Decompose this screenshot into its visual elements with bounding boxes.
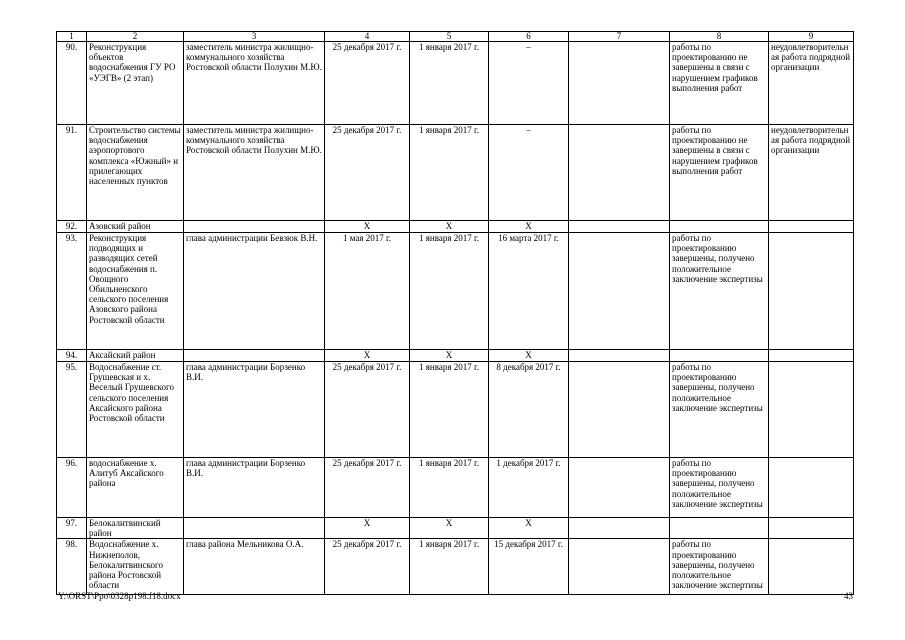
column-number: 3: [184, 32, 325, 42]
row-number: 90.: [57, 42, 87, 125]
row-number: 98.: [57, 539, 87, 595]
status-text: работы по проектированию завершены, получено положительное заключение экспертизы: [670, 458, 769, 518]
notes: [569, 125, 670, 221]
responsible-person: глава администрации Борзенко В.И.: [184, 362, 325, 458]
planned-date: 25 декабря 2017 г.: [325, 539, 410, 595]
row-number: 96.: [57, 458, 87, 518]
object-name: Аксайский район: [87, 350, 184, 362]
column-number: 1: [57, 32, 87, 42]
actual-date: Х: [489, 350, 569, 362]
status-text: [670, 350, 769, 362]
column-number: 7: [569, 32, 670, 42]
row-number: 95.: [57, 362, 87, 458]
row-number: 93.: [57, 233, 87, 350]
column-number-row: [57, 32, 854, 42]
responsible-person: заместитель министра жилищно-коммунального хозяйства Ростовской области Полухин М.Ю.: [184, 42, 325, 125]
reason-text: неудовлетворительная работа подрядной организации: [769, 42, 854, 125]
start-date: 1 января 2017 г.: [410, 233, 489, 350]
notes: [569, 518, 670, 539]
actual-date: 15 декабря 2017 г.: [489, 539, 569, 595]
actual-date: Х: [489, 518, 569, 539]
status-text: работы по проектированию не завершены в связи с нарушением графиков выполнения работ: [670, 125, 769, 221]
object-name: Строительство системы водоснабжения аэропортового комплекса «Южный» и прилегающих населенных пунктов: [87, 125, 184, 221]
reason-text: [769, 350, 854, 362]
start-date: Х: [410, 518, 489, 539]
actual-date: –: [489, 125, 569, 221]
object-name: Реконструкция объектов водоснабжения ГУ РО «УЭГВ» (2 этап): [87, 42, 184, 125]
actual-date: 8 декабря 2017 г.: [489, 362, 569, 458]
column-number: 9: [769, 32, 854, 42]
responsible-person: глава администрации Бевзюк В.Н.: [184, 233, 325, 350]
table-row: [57, 458, 854, 518]
object-name: Реконструкция подводящих и разводящих сетей водоснабжения п. Овощного Обильненского сельского поселения Азовского района Ростовской области: [87, 233, 184, 350]
status-text: работы по проектированию не завершены в связи с нарушением графиков выполнения работ: [670, 42, 769, 125]
planned-date: Х: [325, 221, 410, 233]
start-date: Х: [410, 221, 489, 233]
report-table: [56, 31, 854, 595]
planned-date: 25 декабря 2017 г.: [325, 458, 410, 518]
notes: [569, 221, 670, 233]
start-date: 1 января 2017 г.: [410, 539, 489, 595]
column-number: 5: [410, 32, 489, 42]
row-number: 97.: [57, 518, 87, 539]
start-date: 1 января 2017 г.: [410, 125, 489, 221]
notes: [569, 350, 670, 362]
responsible-person: глава администрации Борзенко В.И.: [184, 458, 325, 518]
actual-date: 1 декабря 2017 г.: [489, 458, 569, 518]
row-number: 91.: [57, 125, 87, 221]
column-number: 8: [670, 32, 769, 42]
notes: [569, 458, 670, 518]
responsible-person: заместитель министра жилищно-коммунального хозяйства Ростовской области Полухин М.Ю.: [184, 125, 325, 221]
table-row: [57, 362, 854, 458]
file-path: Y:\ORST\Ppo\0328p198.f18.docx: [58, 591, 181, 601]
status-text: работы по проектированию завершены, получено положительное заключение экспертизы: [670, 539, 769, 595]
row-number: 94.: [57, 350, 87, 362]
reason-text: [769, 233, 854, 350]
reason-text: [769, 362, 854, 458]
page-number: 43: [844, 591, 853, 601]
start-date: 1 января 2017 г.: [410, 42, 489, 125]
object-name: Водоснабжение х. Нижнеполов, Белокалитвинского района Ростовской области: [87, 539, 184, 595]
start-date: Х: [410, 350, 489, 362]
planned-date: 25 декабря 2017 г.: [325, 42, 410, 125]
reason-text: [769, 518, 854, 539]
table-row: [57, 539, 854, 595]
notes: [569, 42, 670, 125]
table-row: [57, 125, 854, 221]
planned-date: 25 декабря 2017 г.: [325, 125, 410, 221]
table-row: [57, 221, 854, 233]
notes: [569, 233, 670, 350]
actual-date: 16 марта 2017 г.: [489, 233, 569, 350]
status-text: [670, 221, 769, 233]
table-row: [57, 233, 854, 350]
notes: [569, 362, 670, 458]
start-date: 1 января 2017 г.: [410, 362, 489, 458]
object-name: Азовский район: [87, 221, 184, 233]
actual-date: Х: [489, 221, 569, 233]
responsible-person: [184, 518, 325, 539]
table-row: [57, 350, 854, 362]
status-text: [670, 518, 769, 539]
responsible-person: [184, 221, 325, 233]
reason-text: [769, 539, 854, 595]
reason-text: [769, 221, 854, 233]
object-name: Белокалитвинский район: [87, 518, 184, 539]
status-text: работы по проектированию завершены, получено положительное заключение экспертизы: [670, 362, 769, 458]
object-name: водоснабжение х. Алитуб Аксайского района: [87, 458, 184, 518]
responsible-person: [184, 350, 325, 362]
notes: [569, 539, 670, 595]
row-number: 92.: [57, 221, 87, 233]
planned-date: Х: [325, 350, 410, 362]
column-number: 2: [87, 32, 184, 42]
responsible-person: глава района Мельникова О.А.: [184, 539, 325, 595]
reason-text: неудовлетворительная работа подрядной организации: [769, 125, 854, 221]
actual-date: –: [489, 42, 569, 125]
reason-text: [769, 458, 854, 518]
planned-date: 1 мая 2017 г.: [325, 233, 410, 350]
column-number: 6: [489, 32, 569, 42]
object-name: Водоснабжение ст. Грушевская и х. Веселый Грушевского сельского поселения Аксайского района Ростовской области: [87, 362, 184, 458]
column-number: 4: [325, 32, 410, 42]
table-row: [57, 42, 854, 125]
start-date: 1 января 2017 г.: [410, 458, 489, 518]
planned-date: 25 декабря 2017 г.: [325, 362, 410, 458]
table-row: [57, 518, 854, 539]
planned-date: Х: [325, 518, 410, 539]
status-text: работы по проектированию завершены, получено положительное заключение экспертизы: [670, 233, 769, 350]
